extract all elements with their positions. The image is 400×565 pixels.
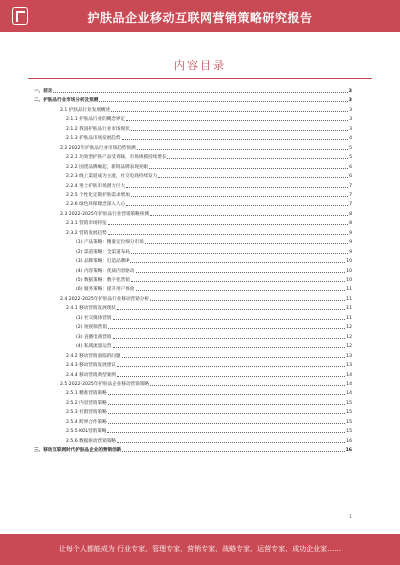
toc-leader-dots — [108, 328, 345, 329]
toc-entry-page: 3 — [349, 117, 352, 123]
toc-leader-dots — [53, 92, 347, 93]
toc-entry[interactable] — [66, 133, 352, 141]
toc-leader-dots — [108, 224, 348, 225]
toc-entry[interactable] — [66, 190, 352, 198]
toc-entry[interactable] — [66, 152, 352, 160]
toc-entry-page: 16 — [346, 438, 352, 444]
toc-entry[interactable] — [76, 275, 352, 283]
toc-entry-text: (3) 直播电商营销 — [76, 334, 112, 340]
toc-entry-text: (4) 内容策略：优质内容驱动 — [76, 268, 135, 274]
toc-entry-text: 2.1.3 护肤品市场发展趋势 — [66, 136, 121, 142]
toc-entry-page: 13 — [346, 363, 352, 369]
toc-entry-text: 2.2.2 国货品牌崛起，新锐品牌表现亮眼 — [66, 164, 149, 170]
toc-leader-dots — [131, 253, 348, 254]
toc-entry-text: 2.5.6 数据驱动营销策略 — [66, 438, 116, 444]
toc-leader-dots — [108, 423, 345, 424]
toc-entry[interactable] — [66, 218, 352, 226]
toc-entry-text: (6) 服务策略：提升用户体验 — [76, 287, 135, 293]
toc-leader-dots — [150, 300, 345, 301]
toc-entry-text: 一、前言 — [34, 89, 53, 94]
toc-leader-dots — [99, 101, 347, 102]
toc-entry[interactable] — [66, 351, 352, 359]
toc-entry-page: 7 — [349, 192, 352, 198]
toc-entry[interactable] — [66, 388, 352, 396]
toc-entry-page: 12 — [346, 334, 352, 340]
toc-leader-dots — [131, 130, 348, 131]
toc-leader-dots — [145, 243, 348, 244]
toc-entry[interactable] — [60, 105, 352, 113]
toc-leader-dots — [108, 404, 345, 405]
toc-leader-dots — [108, 394, 345, 395]
toc-entry[interactable] — [76, 322, 352, 330]
toc-entry[interactable] — [60, 379, 352, 387]
header-bar — [0, 0, 400, 32]
toc-entry-page: 13 — [346, 353, 352, 359]
toc-leader-dots — [113, 319, 346, 320]
toc-entry-text: 2.5.3 社群营销策略 — [66, 410, 107, 416]
toc-entry[interactable] — [60, 143, 352, 151]
toc-entry-text: 2.2.4 男士护肤市场潜力巨大 — [66, 183, 126, 189]
toc-leader-dots — [111, 111, 348, 112]
toc-entry-page: 4 — [349, 136, 352, 142]
toc-entry-text: 2.4 2022-2025年护肤品行业移动营销分析 — [60, 296, 149, 302]
footer-slogan: 让每个人都能成为 行业专家、管理专家、营销专家、战略专家、运营专家、成功企业家…… — [58, 545, 342, 553]
toc-entry-text: 2.1 护肤品行业发展概述 — [60, 107, 111, 113]
toc-entry-text: 2.1.2 我国护肤品行业市场现状 — [66, 126, 130, 132]
toc-entry-text: (3) 品牌策略：打造品牌IP — [76, 259, 130, 265]
toc-entry-page: 8 — [349, 211, 352, 217]
toc-entry-page: 15 — [346, 400, 352, 406]
toc-leader-dots — [122, 139, 349, 140]
toc-leader-dots — [126, 205, 348, 206]
toc-entry[interactable] — [66, 228, 352, 236]
toc-entry-page: 3 — [349, 126, 352, 132]
toc-entry-page: 5 — [349, 155, 352, 161]
toc-entry-text: (1) 产品策略：精准定位细分市场 — [76, 240, 144, 246]
toc-entry-page: 15 — [346, 410, 352, 416]
toc-entry-text: (4) 私域流量运营 — [76, 344, 112, 350]
toc-entry-page: 11 — [346, 296, 352, 302]
toc-entry-page: 5 — [349, 145, 352, 151]
toc-entry-page: 12 — [346, 344, 352, 350]
toc-entry-page: 16 — [345, 448, 352, 454]
toc-entry-page: 14 — [346, 381, 352, 387]
toc-entry-page: 11 — [346, 306, 352, 312]
toc-entry[interactable] — [66, 114, 352, 122]
toc-entry-text: 2.3 2022-2025年护肤品行业营销策略预测 — [60, 211, 149, 217]
toc-entry-page: 15 — [346, 419, 352, 425]
toc-leader-dots — [117, 376, 345, 377]
toc-leader-dots — [113, 338, 346, 339]
toc-entry-page: 14 — [346, 372, 352, 378]
toc-entry-text: 2.2.5 个性化定制护肤需求增加 — [66, 192, 130, 198]
toc-entry-text: (2) 渠道策略：全渠道布局 — [76, 249, 130, 255]
toc-entry-page: 6 — [349, 174, 352, 180]
toc-entry[interactable] — [34, 95, 352, 103]
toc-leader-dots — [167, 158, 348, 159]
toc-entry-text: 2.4.1 移动营销发展现状 — [66, 306, 116, 312]
toc-divider — [28, 78, 372, 79]
toc-leader-dots — [136, 290, 346, 291]
toc-entry[interactable] — [34, 445, 352, 453]
toc-entry-text: 三、移动互联网时代护肤品企业的营销创新 — [34, 448, 122, 454]
toc-entry-page: 3 — [348, 98, 352, 104]
toc-leader-dots — [126, 120, 348, 121]
toc-leader-dots — [130, 262, 345, 263]
toc-title: 内容目录 — [174, 59, 226, 72]
page-mark: 1 — [348, 514, 352, 520]
toc-leader-dots — [117, 309, 345, 310]
toc-entry[interactable] — [66, 370, 352, 378]
footer-bar — [0, 534, 400, 565]
toc-entry-text: 2.4.4 移动营销典型案例 — [66, 372, 116, 378]
toc-entry-page: 10 — [346, 259, 352, 265]
toc-entry[interactable] — [66, 124, 352, 132]
toc-entry-text: 2.5.1 精准营销策略 — [66, 391, 107, 397]
toc-entry[interactable] — [60, 294, 352, 302]
toc-entry[interactable] — [76, 284, 352, 292]
toc-entry-page: 14 — [346, 391, 352, 397]
toc-entry[interactable] — [66, 199, 352, 207]
toc-entry-text: (2) 短视频营销 — [76, 325, 107, 331]
toc-entry-page: 3 — [348, 89, 352, 94]
toc-entry-text: 2.4.2 移动营销面临的问题 — [66, 353, 121, 359]
toc-entry[interactable] — [76, 237, 352, 245]
toc-leader-dots — [117, 366, 345, 367]
toc-entry[interactable] — [66, 171, 352, 179]
toc-entry-page: 9 — [349, 249, 352, 255]
toc-entry-text: 2.3.1 营销市场特征 — [66, 221, 107, 227]
toc-entry-text: 2.3.2 营销发展趋势 — [66, 230, 107, 236]
toc-entry-text: 二、护肤品行业市场分析及预测 — [34, 98, 99, 104]
toc-leader-dots — [126, 187, 348, 188]
toc-entry-text: (1) 社交媒体营销 — [76, 315, 112, 321]
toc-entry-text: 2.5.5 KOL营销策略 — [66, 429, 107, 435]
toc-entry[interactable] — [76, 247, 352, 255]
toc-entry-text: 2.2.3 线上渠道成为主流，社交电商持续发力 — [66, 174, 158, 180]
toc-entry-text: 2.1.1 护肤品行业的概念界定 — [66, 117, 126, 123]
toc-leader-dots — [131, 196, 348, 197]
toc-entry-text: 2.2 2022年护肤品行业市场趋势预测 — [60, 145, 136, 151]
toc-leader-dots — [113, 347, 346, 348]
toc-entry-page: 11 — [346, 315, 352, 321]
toc-entry[interactable] — [66, 436, 352, 444]
toc-entry-page: 10 — [346, 278, 352, 283]
toc-entry-text: 2.5.2 内容营销策略 — [66, 400, 107, 406]
toc-entry[interactable] — [66, 162, 352, 170]
toc-entry-page: 6 — [349, 164, 352, 170]
toc-entry-page: 9 — [349, 230, 352, 236]
toc-leader-dots — [150, 385, 345, 386]
toc-entry-text: (5) 数据策略：数字化营销 — [76, 278, 130, 283]
toc-entry-page: 10 — [346, 268, 352, 274]
toc-entry[interactable] — [66, 417, 352, 425]
toc-entry[interactable] — [66, 303, 352, 311]
header-title: 护肤品企业移动互联网营销策略研究报告 — [87, 11, 313, 25]
toc-entry[interactable] — [66, 181, 352, 189]
toc-leader-dots — [108, 413, 345, 414]
toc-leader-dots — [107, 432, 345, 433]
toc-entry-page: 15 — [346, 429, 352, 435]
toc-entry-page: 3 — [349, 107, 352, 113]
toc-entry-page: 12 — [346, 325, 352, 331]
toc-leader-dots — [158, 177, 348, 178]
toc-leader-dots — [117, 442, 345, 443]
toc-entry[interactable] — [76, 256, 352, 264]
toc-entry-page: 7 — [349, 202, 352, 208]
toc-entry-text: 2.4.3 移动营销发展建议 — [66, 363, 116, 369]
toc-leader-dots — [149, 168, 348, 169]
toc-entry[interactable] — [66, 398, 352, 406]
toc-leader-dots — [131, 281, 345, 282]
toc-entry[interactable] — [76, 332, 352, 340]
toc-entry[interactable] — [66, 426, 352, 434]
toc-entry-page: 11 — [346, 287, 352, 293]
toc-leader-dots — [108, 234, 348, 235]
toc-entry-text: 2.2.6 绿色环保理念深入人心 — [66, 202, 126, 208]
toc-entry[interactable] — [76, 266, 352, 274]
toc-entry[interactable] — [66, 360, 352, 368]
toc-leader-dots — [150, 215, 348, 216]
toc-entry[interactable] — [76, 341, 352, 349]
toc-entry[interactable] — [34, 86, 352, 94]
toc-entry-page: 7 — [349, 183, 352, 189]
toc-entry[interactable] — [76, 313, 352, 321]
toc-entry-text: 2.2.1 功效型护肤产品受青睐，市场规模持续增长 — [66, 155, 167, 161]
toc-leader-dots — [136, 272, 346, 273]
toc-leader-dots — [122, 357, 346, 358]
toc-entry-page: 9 — [349, 240, 352, 246]
toc-entry-page: 8 — [349, 221, 352, 227]
toc-entry-text: 2.5 2022-2025年护肤品企业移动营销策略 — [60, 381, 149, 387]
toc-entry[interactable] — [66, 407, 352, 415]
toc-leader-dots — [137, 149, 348, 150]
toc-leader-dots — [122, 451, 344, 452]
toc-entry[interactable] — [60, 209, 352, 217]
toc-entry-text: 2.5.4 跨界合作策略 — [66, 419, 107, 425]
